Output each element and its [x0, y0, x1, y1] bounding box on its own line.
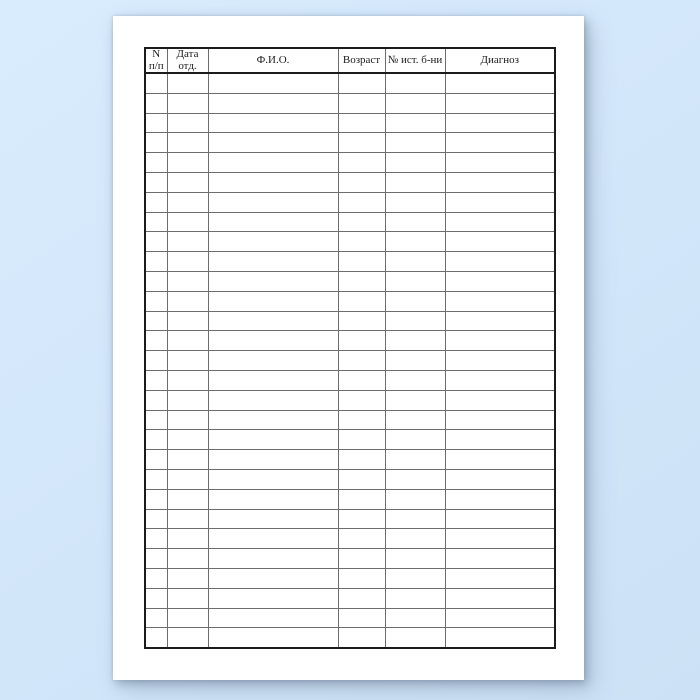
- table-row: [145, 489, 555, 509]
- empty-cell: [338, 430, 385, 450]
- table-row: [145, 212, 555, 232]
- empty-cell: [445, 569, 555, 589]
- table-row: [145, 588, 555, 608]
- empty-cell: [208, 331, 338, 351]
- empty-cell: [338, 331, 385, 351]
- empty-cell: [167, 450, 208, 470]
- empty-cell: [145, 390, 167, 410]
- empty-cell: [445, 371, 555, 391]
- empty-cell: [385, 489, 445, 509]
- empty-cell: [167, 252, 208, 272]
- empty-cell: [145, 569, 167, 589]
- col-header-date-line1: Дата: [176, 48, 199, 60]
- empty-cell: [208, 192, 338, 212]
- empty-cell: [445, 470, 555, 490]
- empty-cell: [167, 588, 208, 608]
- empty-cell: [208, 470, 338, 490]
- empty-cell: [445, 450, 555, 470]
- empty-cell: [385, 529, 445, 549]
- table-row: [145, 470, 555, 490]
- empty-cell: [208, 588, 338, 608]
- empty-cell: [338, 291, 385, 311]
- empty-cell: [338, 549, 385, 569]
- empty-cell: [145, 291, 167, 311]
- patient-registry-table: [144, 47, 556, 649]
- table-row: [145, 410, 555, 430]
- col-header-num-line2: п/п: [148, 59, 164, 72]
- table-row: [145, 371, 555, 391]
- empty-cell: [385, 93, 445, 113]
- empty-cell: [445, 173, 555, 193]
- empty-cell: [338, 390, 385, 410]
- empty-cell: [385, 252, 445, 272]
- empty-cell: [208, 569, 338, 589]
- empty-cell: [167, 390, 208, 410]
- empty-cell: [167, 232, 208, 252]
- table-row: [145, 291, 555, 311]
- empty-cell: [208, 73, 338, 93]
- empty-cell: [145, 252, 167, 272]
- empty-cell: [385, 331, 445, 351]
- empty-cell: [208, 351, 338, 371]
- empty-cell: [385, 470, 445, 490]
- empty-cell: [385, 430, 445, 450]
- empty-cell: [338, 153, 385, 173]
- empty-cell: [208, 113, 338, 133]
- empty-cell: [208, 549, 338, 569]
- empty-cell: [338, 588, 385, 608]
- empty-cell: [167, 173, 208, 193]
- table-row: [145, 272, 555, 292]
- empty-cell: [445, 73, 555, 93]
- empty-cell: [145, 549, 167, 569]
- empty-cell: [145, 192, 167, 212]
- empty-cell: [208, 529, 338, 549]
- table-row: [145, 133, 555, 153]
- table-row: [145, 232, 555, 252]
- empty-cell: [145, 371, 167, 391]
- empty-cell: [167, 113, 208, 133]
- empty-cell: [167, 489, 208, 509]
- empty-cell: [208, 212, 338, 232]
- empty-cell: [167, 331, 208, 351]
- empty-cell: [167, 549, 208, 569]
- col-header-case-no-label: № ист. б-ни: [387, 53, 443, 66]
- empty-cell: [167, 73, 208, 93]
- empty-cell: [167, 410, 208, 430]
- empty-cell: [338, 509, 385, 529]
- col-header-diagnosis: [445, 48, 555, 73]
- empty-cell: [145, 351, 167, 371]
- col-header-age: [338, 48, 385, 73]
- empty-cell: [338, 73, 385, 93]
- col-header-date-line2: отд.: [178, 59, 197, 72]
- document-paper: [113, 16, 584, 680]
- empty-cell: [338, 173, 385, 193]
- empty-cell: [445, 192, 555, 212]
- empty-cell: [145, 470, 167, 490]
- empty-cell: [208, 232, 338, 252]
- empty-cell: [208, 608, 338, 628]
- empty-cell: [167, 351, 208, 371]
- empty-cell: [385, 192, 445, 212]
- empty-cell: [145, 73, 167, 93]
- col-header-num: [145, 48, 167, 73]
- empty-cell: [167, 371, 208, 391]
- empty-cell: [445, 390, 555, 410]
- empty-cell: [208, 291, 338, 311]
- empty-cell: [208, 450, 338, 470]
- empty-cell: [167, 133, 208, 153]
- table-row: [145, 93, 555, 113]
- empty-cell: [338, 311, 385, 331]
- empty-cell: [208, 410, 338, 430]
- table-row: [145, 192, 555, 212]
- empty-cell: [338, 569, 385, 589]
- empty-cell: [445, 291, 555, 311]
- empty-cell: [338, 450, 385, 470]
- empty-cell: [445, 232, 555, 252]
- empty-cell: [385, 272, 445, 292]
- empty-cell: [385, 133, 445, 153]
- empty-cell: [385, 390, 445, 410]
- empty-cell: [445, 628, 555, 648]
- empty-cell: [208, 93, 338, 113]
- table-header: [145, 48, 555, 73]
- table-row: [145, 153, 555, 173]
- empty-cell: [338, 133, 385, 153]
- table-row: [145, 549, 555, 569]
- empty-cell: [338, 192, 385, 212]
- empty-cell: [445, 272, 555, 292]
- empty-cell: [338, 628, 385, 648]
- empty-cell: [145, 450, 167, 470]
- empty-cell: [145, 331, 167, 351]
- empty-cell: [338, 212, 385, 232]
- journal-table-container: [144, 47, 556, 649]
- empty-cell: [145, 133, 167, 153]
- empty-cell: [338, 529, 385, 549]
- empty-cell: [145, 529, 167, 549]
- col-header-fio: [208, 48, 338, 73]
- col-header-diagnosis-label: Диагноз: [480, 53, 520, 66]
- empty-cell: [385, 351, 445, 371]
- empty-cell: [208, 390, 338, 410]
- empty-cell: [167, 569, 208, 589]
- empty-cell: [445, 331, 555, 351]
- empty-cell: [167, 192, 208, 212]
- empty-cell: [445, 410, 555, 430]
- empty-cell: [338, 252, 385, 272]
- empty-cell: [385, 291, 445, 311]
- empty-cell: [445, 93, 555, 113]
- empty-cell: [167, 608, 208, 628]
- empty-cell: [445, 153, 555, 173]
- empty-cell: [208, 628, 338, 648]
- empty-cell: [167, 430, 208, 450]
- table-row: [145, 73, 555, 93]
- table-row: [145, 450, 555, 470]
- empty-cell: [385, 173, 445, 193]
- header-row: [145, 48, 555, 73]
- empty-cell: [445, 212, 555, 232]
- table-row: [145, 390, 555, 410]
- empty-cell: [167, 470, 208, 490]
- empty-cell: [208, 173, 338, 193]
- empty-cell: [338, 93, 385, 113]
- empty-cell: [385, 509, 445, 529]
- empty-cell: [338, 272, 385, 292]
- empty-cell: [208, 371, 338, 391]
- empty-cell: [145, 489, 167, 509]
- empty-cell: [338, 232, 385, 252]
- col-header-fio-label: Ф.И.О.: [256, 53, 290, 66]
- empty-cell: [338, 470, 385, 490]
- empty-cell: [445, 252, 555, 272]
- empty-cell: [445, 311, 555, 331]
- empty-cell: [338, 489, 385, 509]
- empty-cell: [385, 113, 445, 133]
- empty-cell: [145, 430, 167, 450]
- empty-cell: [167, 272, 208, 292]
- empty-cell: [445, 113, 555, 133]
- empty-cell: [338, 608, 385, 628]
- empty-cell: [445, 430, 555, 450]
- empty-cell: [145, 628, 167, 648]
- empty-cell: [167, 93, 208, 113]
- table-row: [145, 608, 555, 628]
- table-row: [145, 628, 555, 648]
- empty-cell: [167, 509, 208, 529]
- empty-cell: [145, 311, 167, 331]
- empty-cell: [445, 133, 555, 153]
- empty-cell: [208, 272, 338, 292]
- empty-cell: [385, 608, 445, 628]
- empty-cell: [167, 628, 208, 648]
- empty-cell: [145, 232, 167, 252]
- empty-cell: [385, 153, 445, 173]
- empty-cell: [338, 410, 385, 430]
- table-row: [145, 509, 555, 529]
- empty-cell: [145, 212, 167, 232]
- table-row: [145, 529, 555, 549]
- empty-cell: [145, 272, 167, 292]
- table-row: [145, 252, 555, 272]
- col-header-num-line1: N: [152, 48, 161, 60]
- table-row: [145, 430, 555, 450]
- table-row: [145, 113, 555, 133]
- empty-cell: [338, 371, 385, 391]
- empty-cell: [145, 153, 167, 173]
- empty-cell: [167, 529, 208, 549]
- table-row: [145, 351, 555, 371]
- table-row: [145, 331, 555, 351]
- empty-cell: [145, 173, 167, 193]
- empty-cell: [385, 371, 445, 391]
- empty-cell: [167, 291, 208, 311]
- table-row: [145, 173, 555, 193]
- empty-cell: [445, 549, 555, 569]
- col-header-date: [167, 48, 208, 73]
- empty-cell: [145, 608, 167, 628]
- empty-cell: [385, 628, 445, 648]
- empty-cell: [445, 529, 555, 549]
- empty-cell: [385, 212, 445, 232]
- empty-cell: [167, 153, 208, 173]
- empty-cell: [445, 489, 555, 509]
- col-header-case-no: [385, 48, 445, 73]
- empty-cell: [145, 93, 167, 113]
- empty-cell: [445, 588, 555, 608]
- empty-cell: [385, 311, 445, 331]
- empty-cell: [208, 133, 338, 153]
- table-row: [145, 569, 555, 589]
- empty-cell: [445, 608, 555, 628]
- empty-cell: [338, 113, 385, 133]
- journal-table-body: [145, 73, 555, 648]
- empty-cell: [385, 569, 445, 589]
- empty-cell: [145, 509, 167, 529]
- empty-cell: [445, 509, 555, 529]
- empty-cell: [145, 588, 167, 608]
- table-row: [145, 311, 555, 331]
- empty-cell: [385, 73, 445, 93]
- empty-cell: [145, 113, 167, 133]
- empty-cell: [385, 232, 445, 252]
- empty-cell: [208, 153, 338, 173]
- empty-cell: [445, 351, 555, 371]
- empty-cell: [167, 212, 208, 232]
- empty-cell: [145, 410, 167, 430]
- col-header-age-label: Возраст: [342, 53, 381, 66]
- empty-cell: [385, 410, 445, 430]
- empty-cell: [208, 311, 338, 331]
- empty-cell: [208, 252, 338, 272]
- empty-cell: [167, 311, 208, 331]
- empty-cell: [338, 351, 385, 371]
- empty-cell: [208, 430, 338, 450]
- empty-cell: [385, 450, 445, 470]
- empty-cell: [385, 588, 445, 608]
- empty-cell: [208, 489, 338, 509]
- empty-cell: [385, 549, 445, 569]
- empty-cell: [208, 509, 338, 529]
